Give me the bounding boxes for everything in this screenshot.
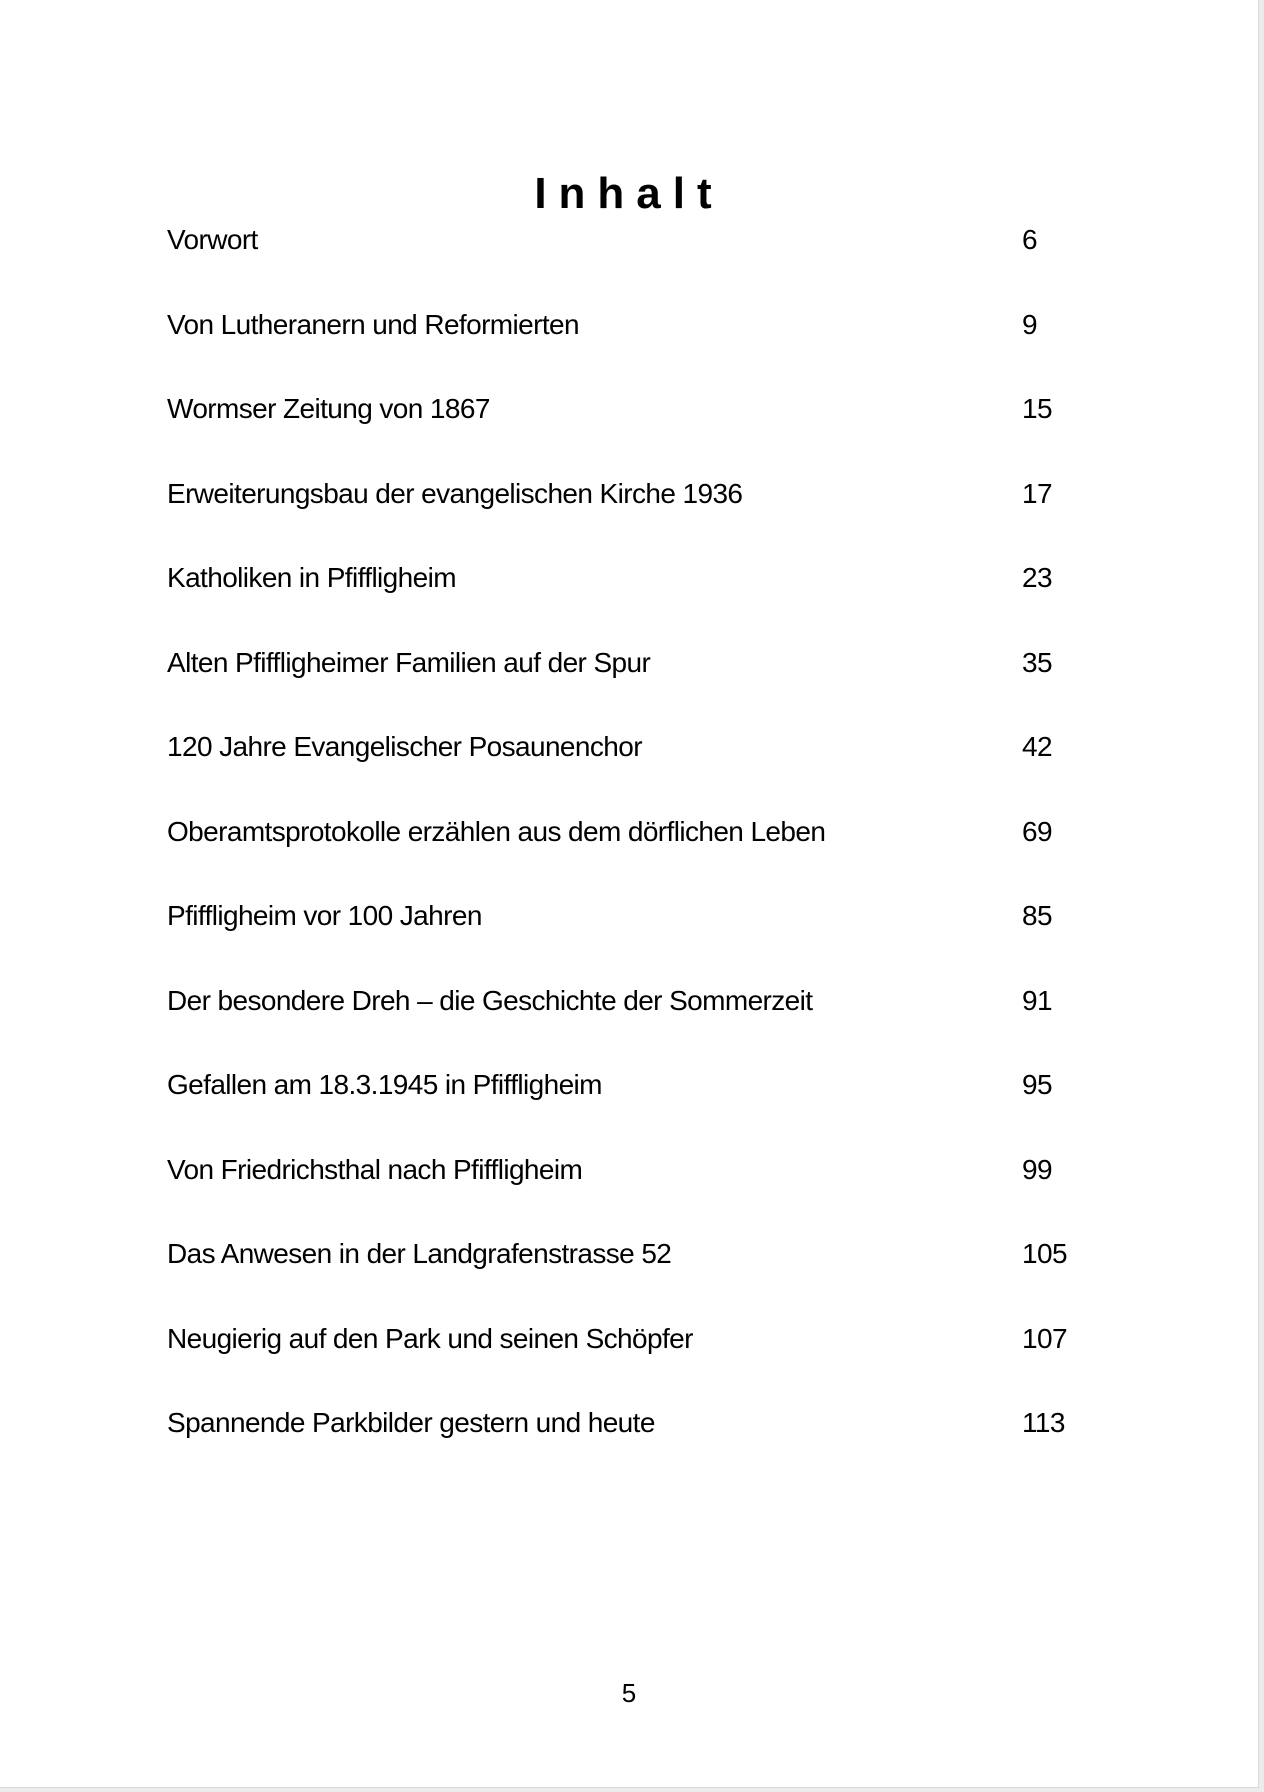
toc-entry — [167, 216, 1097, 301]
toc-entry-title: Von Lutheranern und Reformierten — [167, 308, 579, 340]
toc-entry-title: Wormser Zeitung von 1867 — [167, 393, 490, 424]
toc-entry-page: 15 — [1022, 393, 1052, 424]
toc-entry — [167, 1315, 1097, 1400]
toc-entry — [167, 723, 1097, 808]
toc-entry-page: 35 — [1022, 646, 1052, 678]
toc-entry-title: Oberamtsprotokolle erzählen aus dem dörflichen Leben — [167, 815, 826, 847]
toc-entry-page: 95 — [1022, 1069, 1052, 1100]
toc-entry-page: 9 — [1022, 308, 1037, 340]
toc-entry — [167, 1399, 1097, 1484]
toc-entry-title: Neugierig auf den Park und seinen Schöpfer — [167, 1322, 693, 1354]
toc-entry-title: Vorwort — [167, 224, 258, 255]
toc-entry-page: 105 — [1022, 1238, 1067, 1269]
toc-entry — [167, 301, 1097, 386]
toc-entry — [167, 977, 1097, 1062]
toc-entry-page: 91 — [1022, 984, 1052, 1016]
toc-entry-page: 69 — [1022, 815, 1052, 847]
table-of-contents — [167, 216, 1097, 1484]
toc-entry-page: 17 — [1022, 477, 1052, 509]
page-number: 5 — [621, 1678, 637, 1708]
toc-entry — [167, 554, 1097, 639]
toc-entry-page: 99 — [1022, 1153, 1052, 1185]
toc-entry-page: 85 — [1022, 900, 1052, 931]
toc-entry-title: Von Friedrichsthal nach Pfiffligheim — [167, 1153, 583, 1185]
toc-entry-title: Gefallen am 18.3.1945 in Pfiffligheim — [167, 1069, 602, 1100]
toc-entry-page: 23 — [1022, 562, 1052, 593]
toc-entry-page: 6 — [1022, 224, 1037, 255]
toc-entry — [167, 385, 1097, 470]
toc-entry-page: 107 — [1022, 1322, 1067, 1354]
toc-entry — [167, 1146, 1097, 1231]
toc-entry-title: Alten Pfiffligheimer Familien auf der Spur — [167, 646, 651, 678]
toc-entry — [167, 892, 1097, 977]
toc-entry-title: Das Anwesen in der Landgrafenstrasse 52 — [167, 1238, 672, 1269]
toc-entry — [167, 1230, 1097, 1315]
toc-entry-title: Der besondere Dreh – die Geschichte der Sommerzeit — [167, 984, 813, 1016]
toc-entry-page: 113 — [1022, 1407, 1065, 1438]
toc-entry-title: 120 Jahre Evangelischer Posaunenchor — [167, 731, 642, 762]
toc-entry — [167, 639, 1097, 724]
page-title: Inhalt — [534, 169, 724, 218]
toc-entry-title: Erweiterungsbau der evangelischen Kirche 1936 — [167, 477, 743, 509]
toc-entry-title: Katholiken in Pfiffligheim — [167, 562, 456, 593]
toc-entry-title: Pfiffligheim vor 100 Jahren — [167, 900, 482, 931]
toc-entry — [167, 470, 1097, 555]
toc-entry — [167, 808, 1097, 893]
toc-entry — [167, 1061, 1097, 1146]
toc-entry-page: 42 — [1022, 731, 1052, 762]
toc-entry-title: Spannende Parkbilder gestern und heute — [167, 1407, 655, 1438]
